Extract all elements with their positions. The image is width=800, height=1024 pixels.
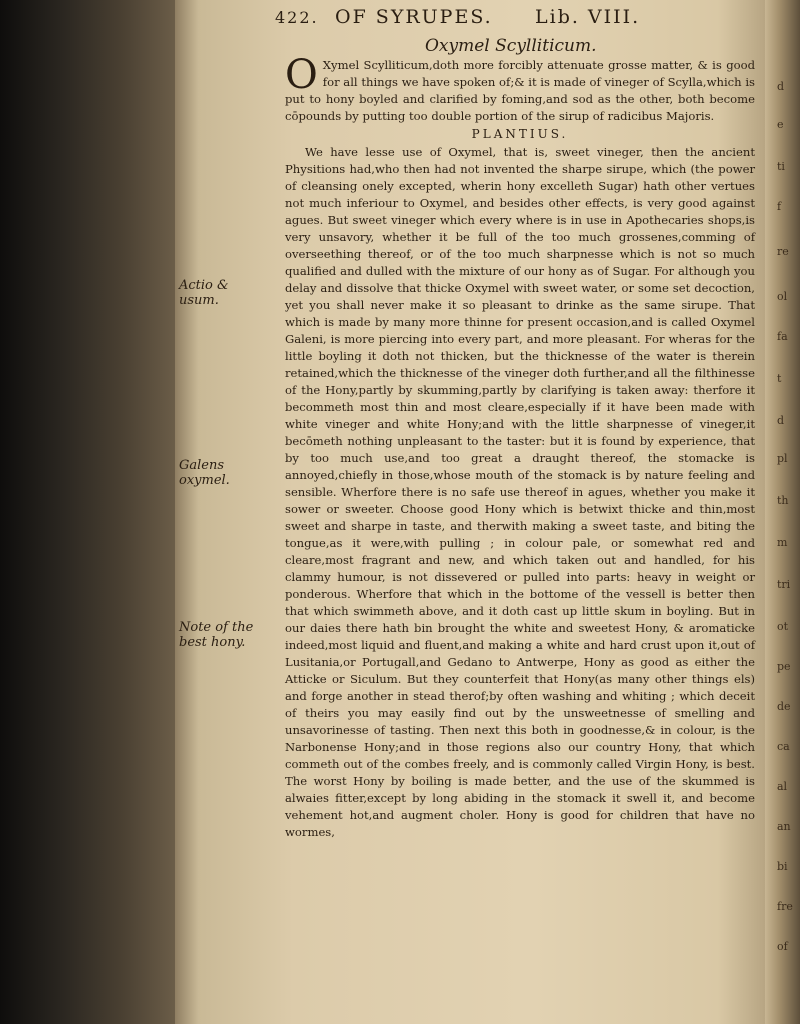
body-text — [285, 52, 755, 841]
facing-fragment: fre — [777, 900, 793, 913]
book-gutter-left — [0, 0, 175, 1024]
facing-fragment: an — [777, 820, 791, 833]
facing-fragment: ca — [777, 740, 790, 753]
facing-fragment: pl — [777, 452, 788, 465]
facing-fragment: pe — [777, 660, 791, 673]
facing-fragment: re — [777, 245, 789, 258]
section-title: Oxymel Scylliticum. — [425, 36, 597, 56]
facing-fragment: f — [777, 200, 782, 213]
facing-fragment: t — [777, 372, 782, 385]
paragraph-1-text: Xymel Scylliticum,doth more forcibly attenuate grosse matter, & is good for all things we have spoken of;& it is made of vineger of Scylla,which is put to hony boyled and clarified by foming,and sod as the other, both become cōpounds by putting too double portion of the sirup of radicibus Majoris. — [285, 58, 755, 123]
margin-note-actio: Actio & usum. — [179, 278, 229, 308]
facing-fragment: d — [777, 80, 785, 93]
facing-fragment: of — [777, 940, 788, 953]
facing-fragment: m — [777, 536, 788, 549]
margin-note-galens: Galens oxymel. — [179, 458, 230, 488]
running-head — [275, 6, 745, 32]
book-number: Lib. VIII. — [535, 6, 641, 28]
facing-fragment: ti — [777, 160, 785, 173]
drop-cap: O — [285, 52, 318, 98]
paragraph-oxymel-scylliticum — [285, 52, 755, 125]
facing-fragment: ot — [777, 620, 789, 633]
facing-fragment: d — [777, 414, 785, 427]
facing-fragment: fa — [777, 330, 788, 343]
plantius-heading: PLANTIUS. — [471, 127, 569, 141]
margin-note-best-hony: Note of the best hony. — [179, 620, 254, 650]
facing-page-edge — [765, 0, 800, 1024]
running-title: OF SYRUPES. — [335, 6, 493, 28]
paragraph-plantius: We have lesse use of Oxymel, that is, sweet vineger, then the ancient Physitions had,who then had not invented the sharpe sirupe, which (the power of cleansing onely excepted, wherin hony excelleth Sugar) hath other vertues not much inferiour to Oxymel, and besides other effects, is very good against agues. But sweet vineger which every where is in use in Apothecaries shops,is very unsavory, whether it be full of the too much grossenes,comming of overseething thereof, or of the too much sharpnesse which is not so much qualified and dulled with the mixture of our hony as of Sugar. For although you delay and dissolve that thicke Oxymel with sweet water, or some set decoction, yet you shall never make it so pleasant to drinke as the same sirupe. That which is made by many more thinne for present occasion,and is called Oxymel Galeni, is more piercing into every part, and more pleasant. For wheras for the little boyling it doth not thicken, but the thicknesse of the water is therein retained,which the thicknesse of the vineger doth further,and all the filthinesse of the Hony,partly by skumming,partly by clarifying is taken away: therfore it becommeth most thin and most cleare,especially if it have been made with white vineger and white Hony;and with the little sharpnesse of vineger,it becōmeth nothing unpleasant to the taster: but it is found by experience, that by too much use,and too great a draught thereof, the stomacke is annoyed,chiefly in those,whose mouth of the stomack is by nature feeling and sensible. Wherfore there is no safe use thereof in agues, whether you make it sower or sweeter. Choose good Hony which is betwixt thicke and thin,most sweet and sharpe in taste, and therwith making a sweet taste, and biting the tongue,as it were,with pulling ; in colour pale, or somewhat red and cleare,most fragrant and new, and which taken out and handled, for his clammy humour, is not dissevered or pulled into parts: heavy in weight or ponderous. Wherfore that which in the bottome of the vessell is better then that which swimmeth above, and it doth cast up little skum in boyling. But in our daies there hath bin brought the white and sweetest Hony, & aromaticke indeed,most liquid and fluent,and making a white and hard crust upon it,out of Lusitania,or Portugall,and Gedano to Antwerpe, Hony as good as either the Atticke or Siculum. But they counterfeit that Hony(as many other things els) and forge another in stead therof;by often washing and whiting ; which deceit of theirs you may easily find out by the unsweetnesse of smelling and unsavorinesse of tasting. Then next this both in goodnesse,& in colour, is the Narbonense Hony;and in those regions also our country Hony, that which commeth out of the combes freely, and is commonly called Virgin Hony, is best. The worst Hony by boiling is made better, and the use of the skummed is alwaies fitter,except by long abiding in the stomack it swell it, and become vehement hot,and augment choler. Hony is good for children that have no wormes, — [285, 145, 755, 839]
facing-fragment: e — [777, 118, 784, 131]
facing-fragment: ol — [777, 290, 788, 303]
facing-fragment: bi — [777, 860, 788, 873]
facing-fragment: tri — [777, 578, 791, 591]
book-page — [175, 0, 765, 1024]
facing-fragment: al — [777, 780, 788, 793]
facing-fragment: de — [777, 700, 791, 713]
facing-fragment: th — [777, 494, 789, 507]
page-number: 422. — [275, 8, 319, 27]
